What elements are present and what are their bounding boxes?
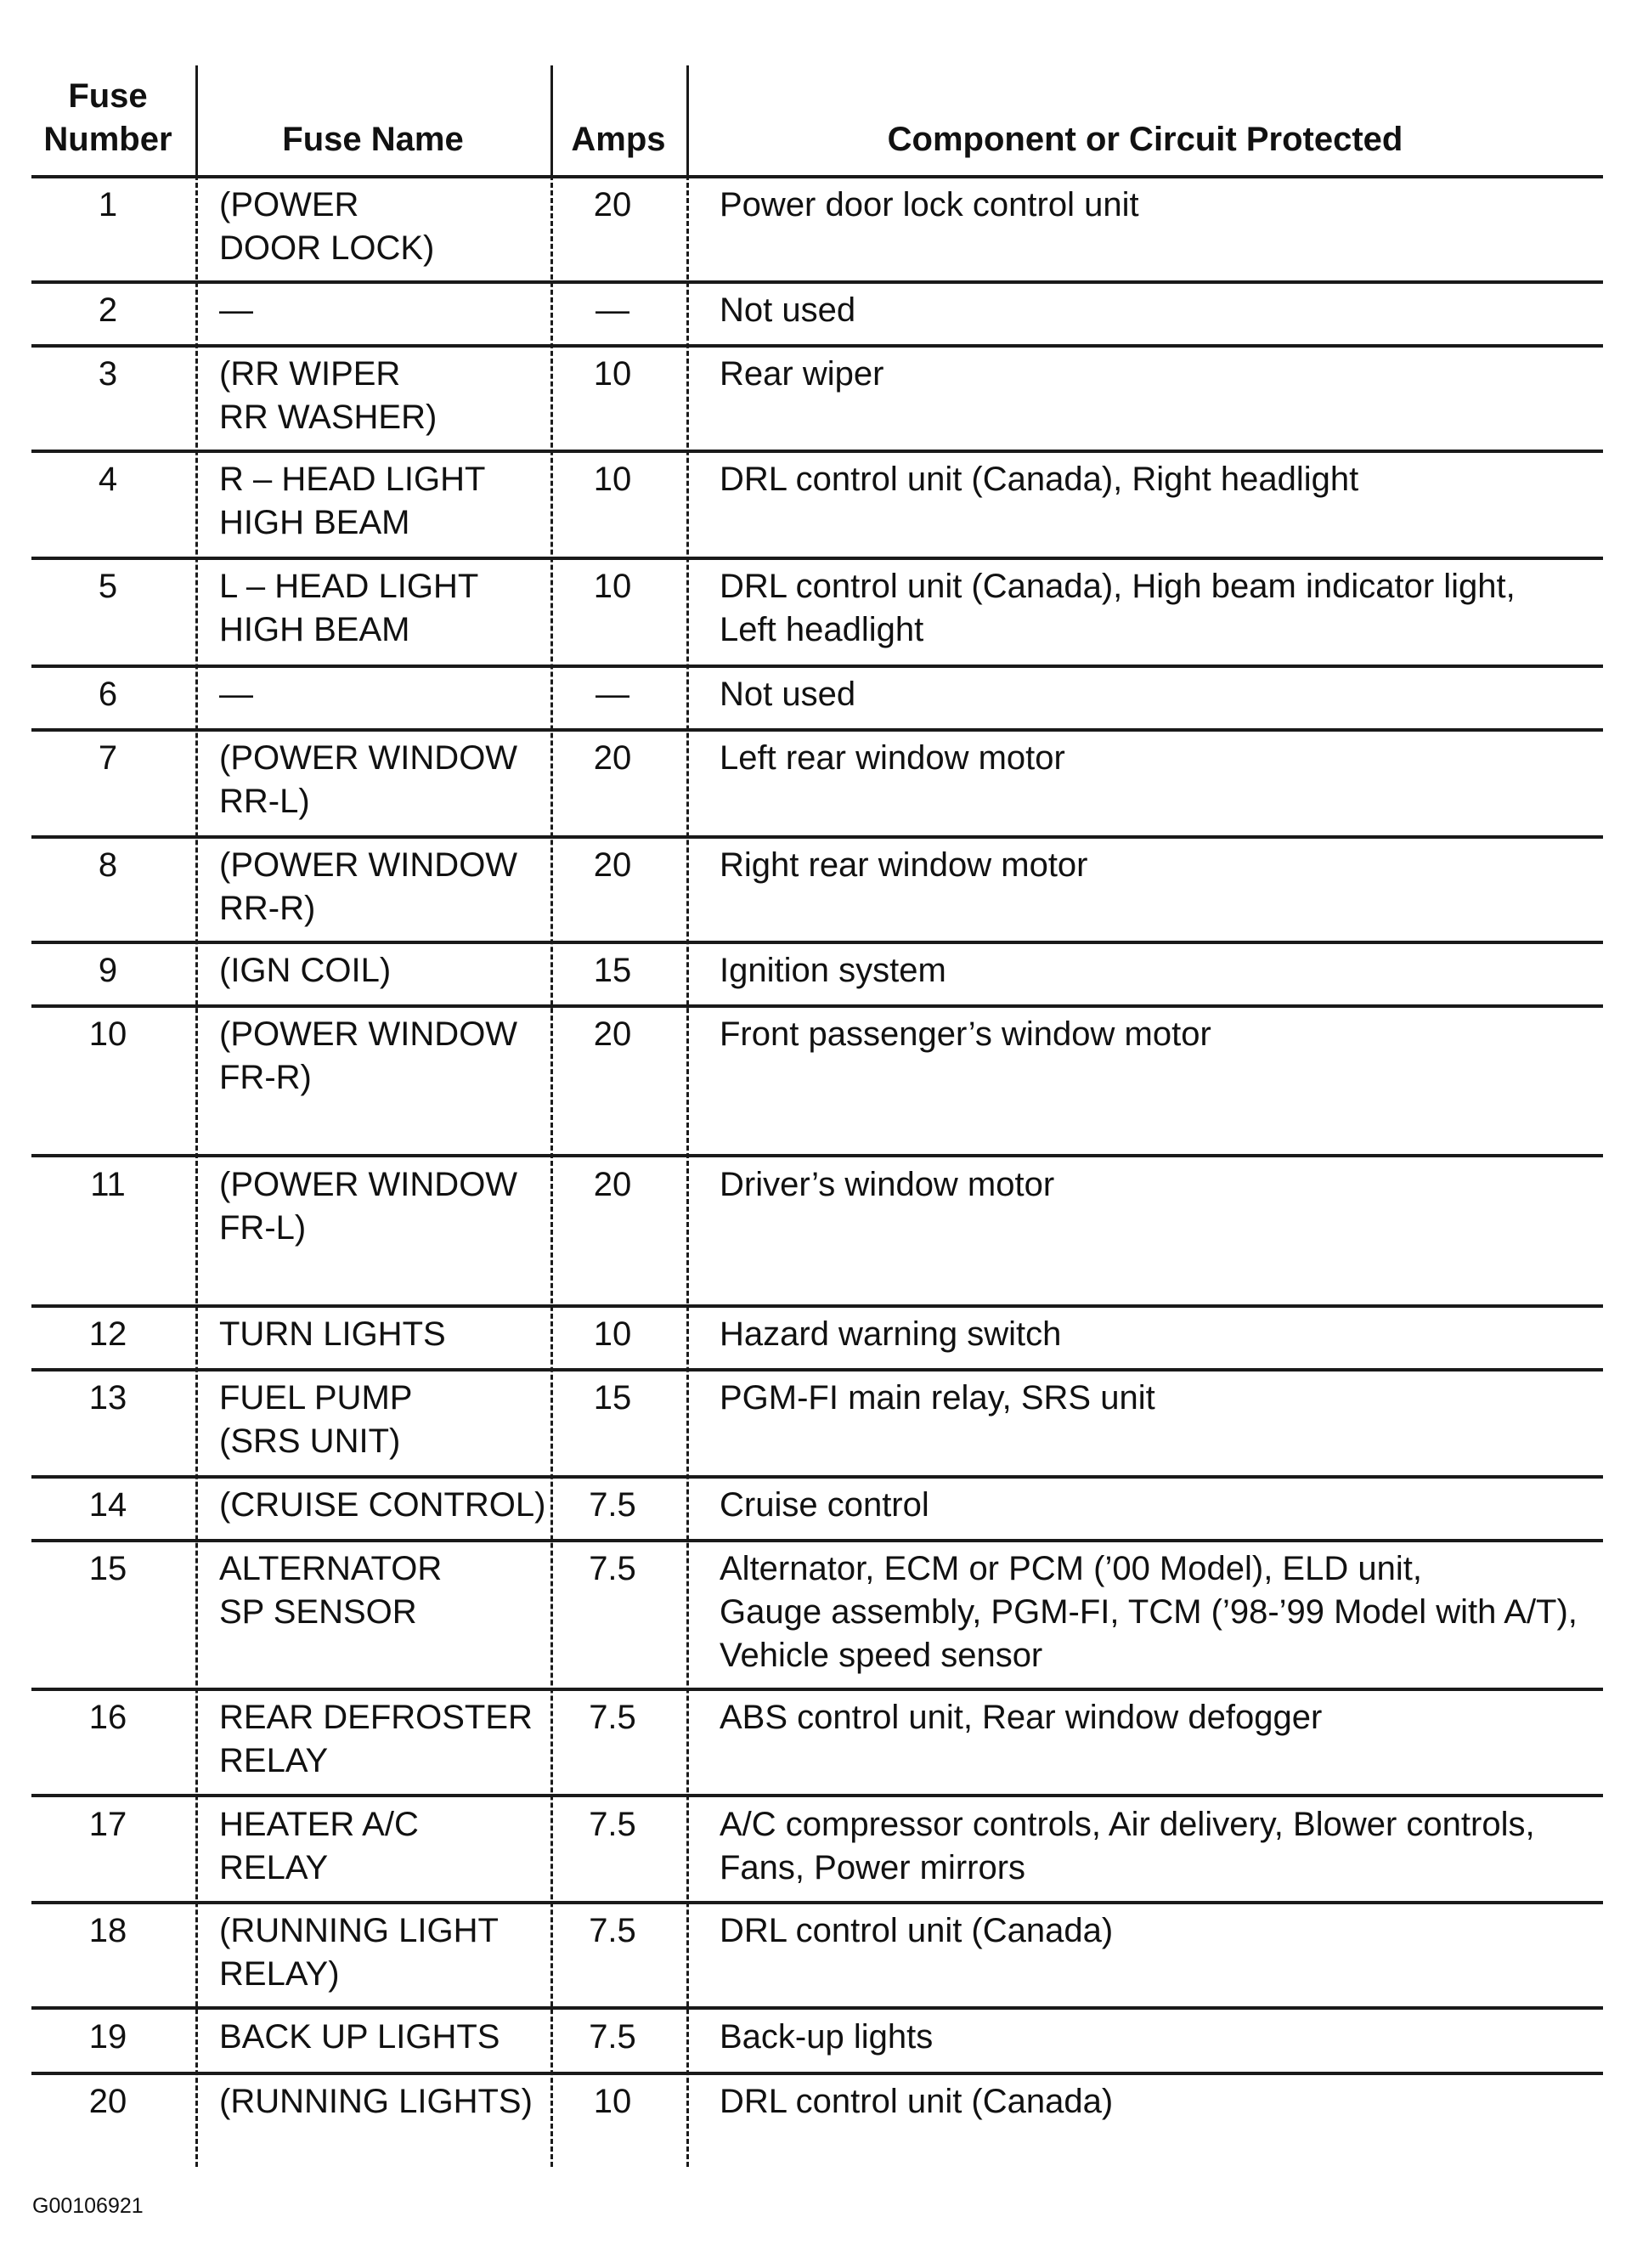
row-divider [31, 1475, 1603, 1479]
header-fuse-number: Fuse Number [43, 77, 172, 158]
row-divider [31, 1004, 1603, 1008]
component-protected: A/C compressor controls, Air delivery, Blower controls, Fans, Power mirrors [720, 1806, 1535, 1886]
row-divider [31, 557, 1603, 560]
row-divider [31, 2072, 1603, 2075]
component-protected: Rear wiper [720, 355, 884, 393]
fuse-number: 11 [90, 1166, 126, 1203]
fuse-number: 6 [98, 676, 118, 713]
row-divider [31, 1304, 1603, 1308]
fuse-name: (POWER WINDOW RR-R) [219, 846, 518, 927]
fuse-amps: 7.5 [589, 1699, 636, 1736]
fuse-name: (RUNNING LIGHTS) [219, 2083, 533, 2120]
component-protected: Back-up lights [720, 2018, 934, 2056]
component-protected: Power door lock control unit [720, 186, 1139, 223]
fuse-name: L – HEAD LIGHT HIGH BEAM [219, 568, 479, 648]
fuse-name: (POWER WINDOW RR-L) [219, 739, 518, 820]
header-component: Component or Circuit Protected [887, 121, 1403, 158]
fuse-number: 12 [88, 1315, 127, 1353]
fuse-amps: 10 [593, 461, 632, 498]
header-amps: Amps [571, 121, 666, 158]
fuse-number: 7 [98, 739, 118, 777]
fuse-amps: 20 [593, 186, 632, 223]
fuse-amps: — [596, 291, 629, 329]
figure-code: G00106921 [32, 2194, 144, 2218]
fuse-amps: 15 [593, 1379, 632, 1417]
row-divider [31, 728, 1603, 732]
component-protected: Front passenger’s window motor [720, 1015, 1211, 1053]
fuse-name: R – HEAD LIGHT HIGH BEAM [219, 461, 486, 541]
row-divider [31, 1794, 1603, 1797]
row-divider [31, 1368, 1603, 1372]
fuse-amps: 7.5 [589, 1806, 636, 1843]
component-protected: Left rear window motor [720, 739, 1065, 777]
component-protected: DRL control unit (Canada) [720, 2083, 1114, 2120]
fuse-name: (POWER WINDOW FR-L) [219, 1166, 518, 1247]
fuse-amps: 10 [593, 1315, 632, 1353]
row-divider [31, 1901, 1603, 1904]
fuse-amps: 20 [593, 1166, 632, 1203]
fuse-name: — [219, 676, 253, 713]
fuse-amps: 7.5 [589, 1912, 636, 1949]
row-divider [31, 450, 1603, 453]
row-divider [31, 941, 1603, 944]
fuse-name: ALTERNATOR SP SENSOR [219, 1550, 443, 1631]
fuse-name: (POWER WINDOW FR-R) [219, 1015, 518, 1096]
fuse-name: FUEL PUMP (SRS UNIT) [219, 1379, 413, 1460]
component-protected: ABS control unit, Rear window defogger [720, 1699, 1323, 1736]
component-protected: DRL control unit (Canada), High beam indicator light, Left headlight [720, 568, 1516, 648]
fuse-number: 5 [98, 568, 118, 605]
fuse-number: 19 [88, 2018, 127, 2056]
component-protected: Ignition system [720, 952, 946, 989]
component-protected: Driver’s window motor [720, 1166, 1055, 1203]
fuse-name: (RUNNING LIGHT RELAY) [219, 1912, 499, 1993]
fuse-amps: 10 [593, 568, 632, 605]
row-divider [31, 175, 1603, 178]
fuse-name: TURN LIGHTS [219, 1315, 446, 1353]
component-protected: Hazard warning switch [720, 1315, 1062, 1353]
column-divider [686, 175, 689, 2167]
fuse-number: 1 [98, 186, 118, 223]
component-protected: Not used [720, 291, 856, 329]
fuse-number: 2 [98, 291, 118, 329]
fuse-amps: 7.5 [589, 1486, 636, 1524]
row-divider [31, 2006, 1603, 2010]
fuse-amps: 10 [593, 355, 632, 393]
row-divider [31, 1154, 1603, 1157]
fuse-number: 18 [88, 1912, 127, 1949]
row-divider [31, 665, 1603, 668]
fuse-number: 8 [98, 846, 118, 884]
row-divider [31, 280, 1603, 284]
fuse-name: — [219, 291, 253, 329]
fuse-amps: 20 [593, 739, 632, 777]
fuse-number: 17 [88, 1806, 127, 1843]
fuse-number: 10 [88, 1015, 127, 1053]
fuse-number: 13 [88, 1379, 127, 1417]
row-divider [31, 1688, 1603, 1691]
header-column-divider [195, 65, 198, 175]
component-protected: DRL control unit (Canada), Right headlight [720, 461, 1359, 498]
fuse-name: REAR DEFROSTER RELAY [219, 1699, 533, 1779]
fuse-amps: 15 [593, 952, 632, 989]
fuse-amps: 20 [593, 1015, 632, 1053]
fuse-amps: 20 [593, 846, 632, 884]
fuse-amps: — [596, 676, 629, 713]
fuse-name: BACK UP LIGHTS [219, 2018, 500, 2056]
component-protected: Alternator, ECM or PCM (’00 Model), ELD unit, Gauge assembly, PGM-FI, TCM (’98-’99 Model with A/T), Vehicle speed sensor [720, 1550, 1578, 1674]
header-column-divider [686, 65, 689, 175]
fuse-number: 3 [98, 355, 118, 393]
component-protected: Right rear window motor [720, 846, 1088, 884]
fuse-name: (IGN COIL) [219, 952, 392, 989]
component-protected: Cruise control [720, 1486, 929, 1524]
header-column-divider [550, 65, 553, 175]
fuse-number: 9 [98, 952, 118, 989]
fuse-number: 14 [88, 1486, 127, 1524]
fuse-name: HEATER A/C RELAY [219, 1806, 419, 1886]
column-divider [195, 175, 198, 2167]
fuse-number: 4 [98, 461, 118, 498]
fuse-amps: 10 [593, 2083, 632, 2120]
fuse-number: 15 [88, 1550, 127, 1587]
fuse-number: 20 [88, 2083, 127, 2120]
component-protected: DRL control unit (Canada) [720, 1912, 1114, 1949]
component-protected: Not used [720, 676, 856, 713]
row-divider [31, 835, 1603, 839]
fuse-name: (CRUISE CONTROL) [219, 1486, 546, 1524]
fuse-name: (RR WIPER RR WASHER) [219, 355, 437, 436]
row-divider [31, 1539, 1603, 1542]
row-divider [31, 344, 1603, 348]
component-protected: PGM-FI main relay, SRS unit [720, 1379, 1155, 1417]
header-fuse-name: Fuse Name [282, 121, 464, 158]
fuse-amps: 7.5 [589, 1550, 636, 1587]
fuse-number: 16 [88, 1699, 127, 1736]
fuse-name: (POWER DOOR LOCK) [219, 186, 435, 267]
fuse-amps: 7.5 [589, 2018, 636, 2056]
